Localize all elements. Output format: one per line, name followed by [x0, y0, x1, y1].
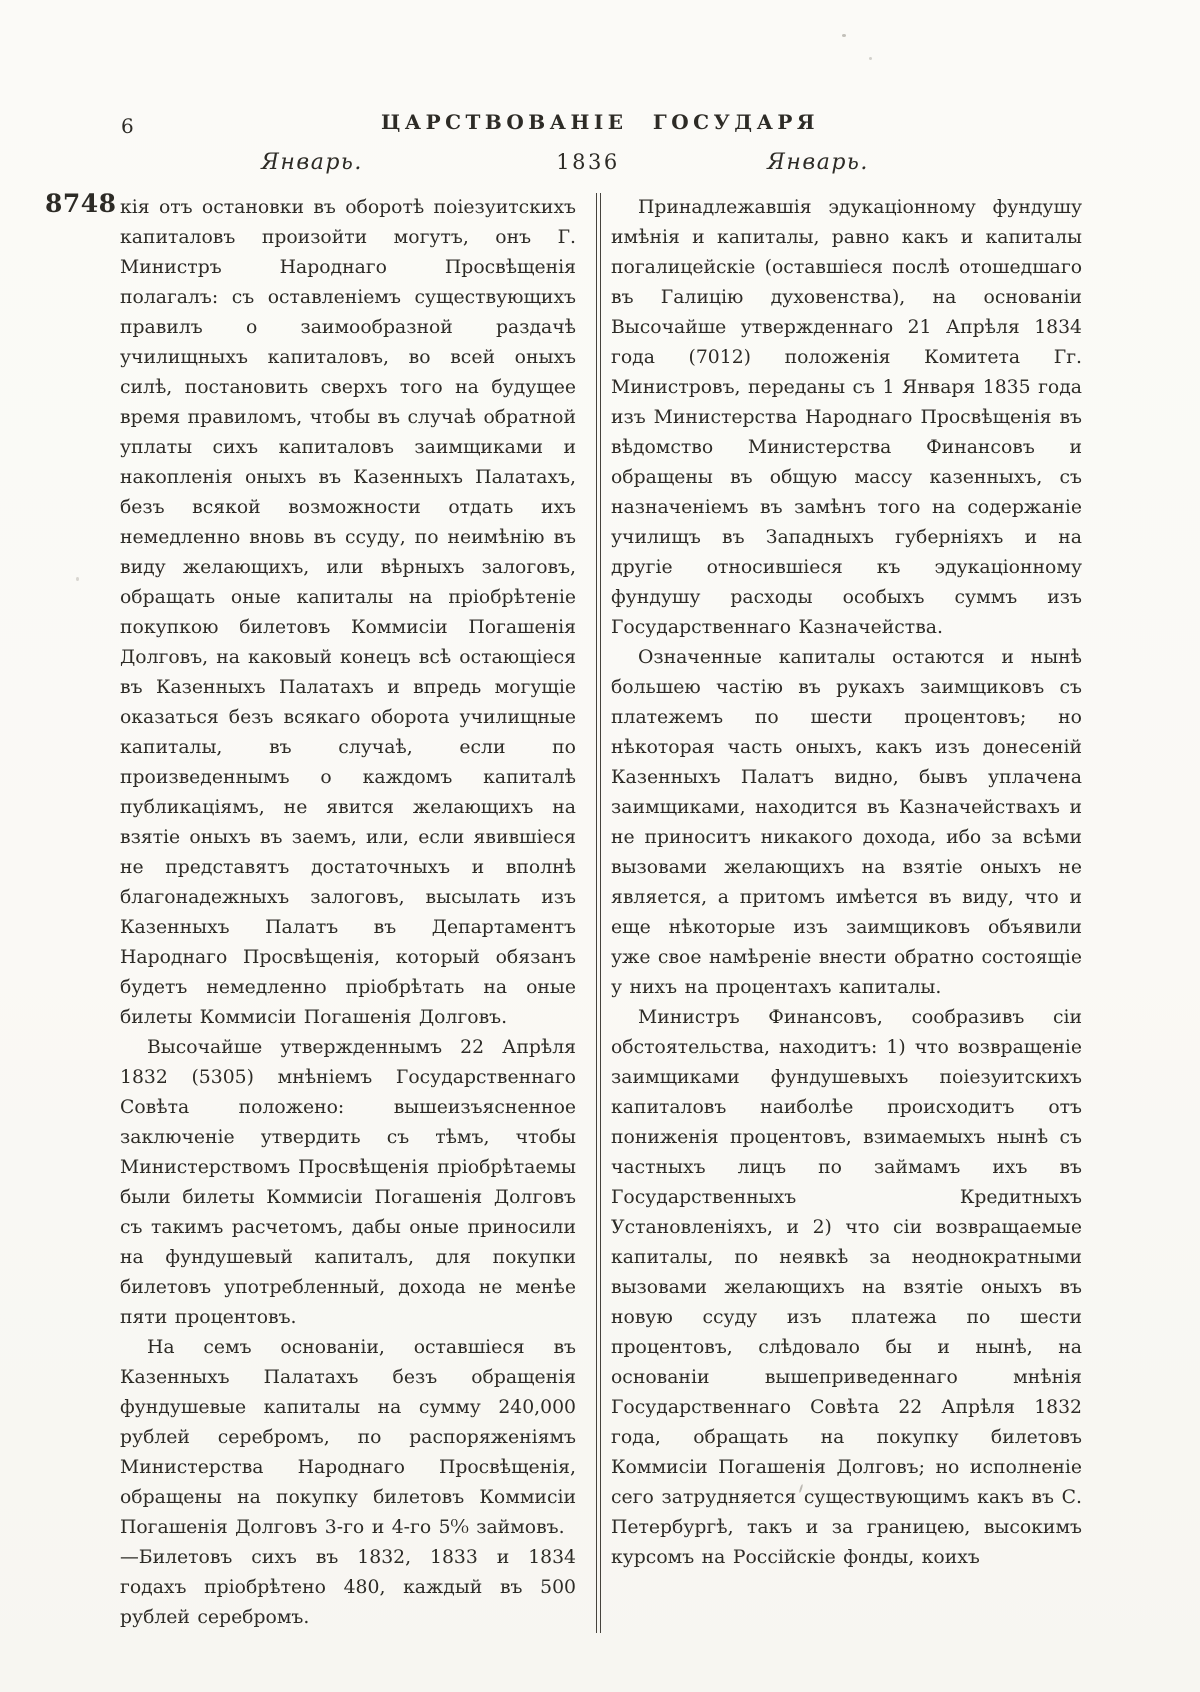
paragraph: Министръ Финансовъ, сообразивъ сіи обстоятельства, находитъ: 1) что возвращеніе заимщиками фундушевыхъ поіезуитскихъ капиталовъ наиболѣе происходитъ отъ пониженія процентовъ, взимаемыхъ нынѣ съ частныхъ лицъ по займамъ ихъ въ Государственныхъ Кредитныхъ Установленіяхъ, и 2) что сіи возвращаемые капиталы, по неявкѣ за неоднократными вызовами желающихъ на взятіе оныхъ въ новую ссуду изъ платежа по шести процентовъ, слѣдовало бы и нынѣ, на основаніи вышеприведеннаго мнѣнія Государственнаго Совѣта 22 Апрѣля 1832 года, обращать на покупку билетовъ Коммисіи Погашенія Долговъ; но исполненіе сего затрудняется существующимъ какъ въ С. Петербургѣ, такъ и за границею, высокимъ курсомъ на Россійскіе фонды, коихъ [611, 1007, 1082, 1568]
paragraph: Высочайше утвержденнымъ 22 Апрѣля 1832 (5305) мнѣніемъ Государственнаго Совѣта положено: вышеизъясненное заключеніе утвердить съ тѣмъ, чтобы Министерствомъ Просвѣщенія пріобрѣтаемы были билеты Коммисіи Погашенія Долговъ съ такимъ расчетомъ, дабы оные приносили на фундушевый капиталъ, для покупки билетовъ употребленный, дохода не менѣе пяти процентовъ. [120, 1037, 576, 1328]
page-body [120, 193, 1082, 1633]
subheader-year: 1836 [556, 150, 620, 174]
article-number: 8748 [45, 189, 117, 218]
paragraph: —Билетовъ сихъ въ 1832, 1833 и 1834 годахъ пріобрѣтено 480, каждый въ 500 рублей серебромъ. [120, 1547, 576, 1628]
right-column [611, 193, 1082, 1633]
subheader-month-left: Январь. [261, 150, 363, 175]
page-title: ЦАРСТВОВАНІЕ ГОСУДАРЯ [380, 110, 820, 134]
page-number: 6 [121, 114, 135, 138]
paragraph: Принадлежавшія эдукаціонному фундушу имѣнія и капиталы, равно какъ и капиталы погалицейскіе (оставшіеся послѣ отошедшаго въ Галицію духовенства), на основаніи Высочайше утвержденнаго 21 Апрѣля 1834 года (7012) положенія Комитета Гг. Министровъ, переданы съ 1 Января 1835 года изъ Министерства Народнаго Просвѣщенія въ вѣдомство Министерства Финансовъ и обращены въ общую массу казенныхъ, съ назначеніемъ въ замѣнъ того на содержаніе училищъ въ Западныхъ губерніяхъ и на другіе относившіеся къ эдукаціонному фундушу расходы особыхъ суммъ изъ Государственнаго Казначейства. [611, 197, 1082, 638]
column-divider [596, 193, 601, 1633]
subheader-month-right: Январь. [767, 150, 869, 175]
paragraph: кія отъ остановки въ оборотѣ поіезуитскихъ капиталовъ произойти могутъ, онъ Г. Министръ Народнаго Просвѣщенія полагалъ: съ оставленіемъ существующихъ правилъ о заимообразной раздачѣ училищныхъ капиталовъ, во всей оныхъ силѣ, постановить сверхъ того на будущее время правиломъ, чтобы въ случаѣ обратной уплаты сихъ капиталовъ заимщиками и накопленія оныхъ въ Казенныхъ Палатахъ, безъ всякой возможности отдать ихъ немедленно вновь въ ссуду, по неимѣнію въ виду желающихъ, или вѣрныхъ залоговъ, обращать оные капиталы на пріобрѣтеніе покупкою билетовъ Коммисіи Погашенія Долговъ, на каковый конецъ всѣ остающіеся въ Казенныхъ Палатахъ и впредь могущіе оказаться безъ всякаго оборота училищные капиталы, въ случаѣ, если по произведеннымъ о каждомъ капиталѣ публикаціямъ, не явится желающихъ на взятіе оныхъ въ заемъ, или, если явившіеся не представятъ достаточныхъ и вполнѣ благонадежныхъ залоговъ, высылать изъ Казенныхъ Палатъ въ Департаментъ Народнаго Просвѣщенія, который обязанъ будетъ немедленно пріобрѣтать на оные билеты Коммисіи Погашенія Долговъ. [120, 197, 577, 1028]
scan-speck [869, 57, 872, 60]
left-column [120, 193, 576, 1633]
paragraph: Означенные капиталы остаются и нынѣ большею частію въ рукахъ заимщиковъ съ платежемъ по шести процентовъ; но нѣкоторая часть оныхъ, какъ изъ донесеній Казенныхъ Палатъ видно, бывъ уплачена заимщиками, находится въ Казначействахъ и не приноситъ никакого дохода, ибо за всѣми вызовами желающихъ на взятіе оныхъ не является, а притомъ имѣется въ виду, что и еще нѣкоторые изъ заимщиковъ объявили уже свое намѣреніе внести обратно состоящіе у нихъ на процентахъ капиталы. [611, 647, 1082, 998]
paragraph: На семъ основаніи, оставшіеся въ Казенныхъ Палатахъ безъ обращенія фундушевые капиталы на сумму 240,000 рублей серебромъ, по распоряженіямъ Министерства Народнаго Просвѣщенія, обращены на покупку билетовъ Коммисіи Погашенія Долговъ 3-го и 4-го 5⁰⁄₀ займовъ. [120, 1337, 576, 1538]
scan-speck [76, 577, 79, 581]
scan-speck [842, 34, 846, 37]
